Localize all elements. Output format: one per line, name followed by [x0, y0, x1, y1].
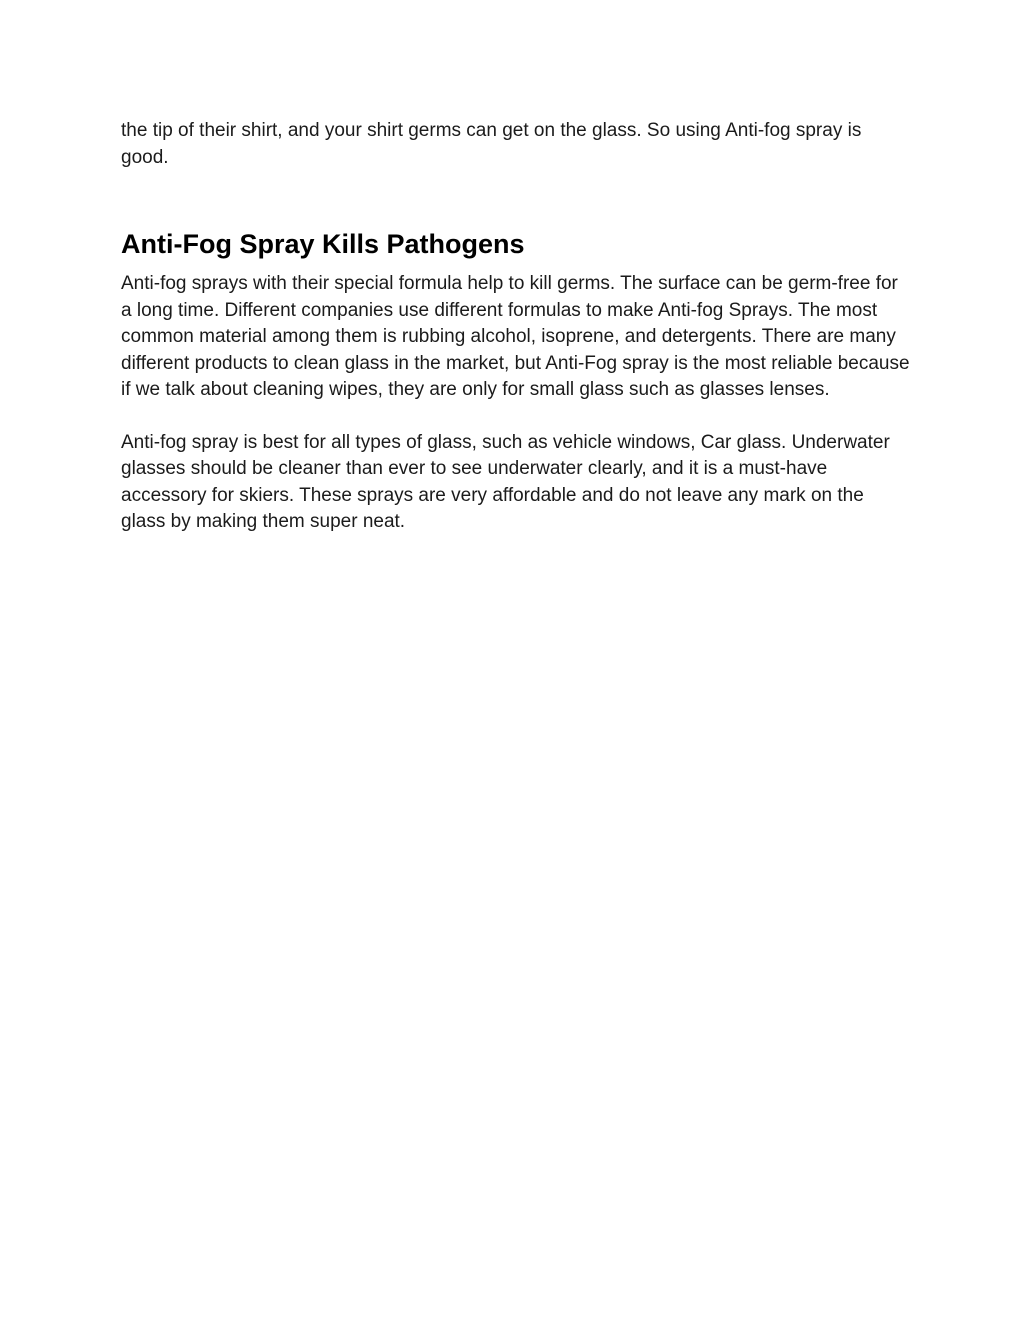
paragraph-glass-types: Anti-fog spray is best for all types of glass, such as vehicle windows, Car glass. Underwater glasses should be cleaner than ever to see underwater clearly, and it is a must-have accessory for skiers. These sprays are very affordable and do not leave any mark on the glass by making them super neat. — [121, 431, 890, 532]
section-heading: Anti-Fog Spray Kills Pathogens — [121, 229, 525, 259]
document-body — [121, 118, 911, 536]
paragraph-pathogens: Anti-fog sprays with their special formula help to kill germs. The surface can be germ-free for a long time. Different companies use different formulas to make Anti-fog Sprays. The most common material among them is rubbing alcohol, isoprene, and detergents. There are many different products to clean glass in the market, but Anti-Fog spray is the most reliable because if we talk about cleaning wipes, they are only for small glass such as glasses lenses. — [121, 273, 910, 400]
paragraph-spacer — [121, 404, 911, 430]
continued-paragraph: the tip of their shirt, and your shirt germs can get on the glass. So using Anti-fog spray is good. — [121, 120, 862, 168]
